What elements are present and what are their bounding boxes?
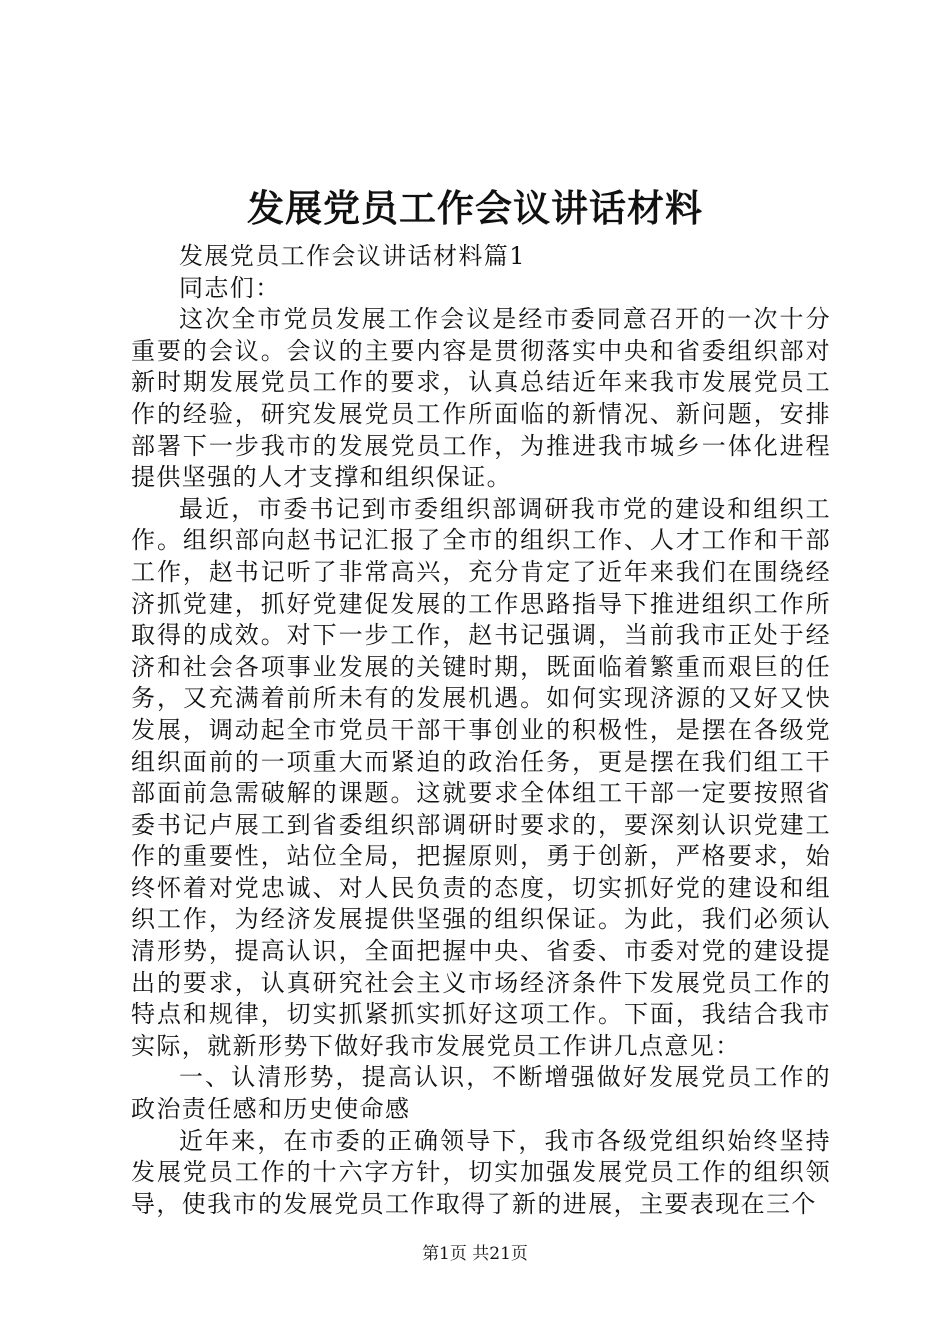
section-heading: 发展党员工作会议讲话材料篇1 <box>179 242 526 270</box>
paragraph: 近年来，在市委的正确领导下，我市各级党组织始终坚持发展党员工作的十六字方针，切实加强发展党员工作的组织领导，使我市的发展党员工作取得了新的进展，主要表现在三个 <box>131 1126 831 1218</box>
document-title: 发展党员工作会议讲话材料 <box>247 186 703 230</box>
subsection-heading: 一、认清形势，提高认识，不断增强做好发展党员工作的政治责任感和历史使命感 <box>131 1063 831 1124</box>
paragraph: 最近，市委书记到市委组织部调研我市党的建设和组织工作。组织部向赵书记汇报了全市的组织工作、人才工作和干部工作，赵书记听了非常高兴，充分肯定了近年来我们在围绕经济抓党建，抓好党建促发展的工作思路指导下推进组织工作所取得的成效。对下一步工作，赵书记强调，当前我市正处于经济和社会各项事业发展的关键时期，既面临着繁重而艰巨的任务，又充满着前所未有的发展机遇。如何实现济源的又好又快发展，调动起全市党员干部干事创业的积极性，是摆在各级党组织面前的一项重大而紧迫的政治任务，更是摆在我们组工干部面前急需破解的课题。这就要求全体组工干部一定要按照省委书记卢展工到省委组织部调研时要求的，要深刻认识党建工作的重要性，站位全局，把握原则，勇于创新，严格要求，始终怀着对党忠诚、对人民负责的态度，切实抓好党的建设和组织工作，为经济发展提供坚强的组织保证。为此，我们必须认清形势，提高认识，全面把握中央、省委、市委对党的建设提出的要求，认真研究社会主义市场经济条件下发展党员工作的特点和规律，切实抓紧抓实抓好这项工作。下面，我结合我市实际，就新形势下做好我市发展党员工作讲几点意见： <box>131 494 831 1060</box>
document-body <box>131 241 831 1220</box>
salutation: 同志们： <box>179 273 281 302</box>
page-footer: 第1页 共21页 <box>422 1244 528 1264</box>
paragraph: 这次全市党员发展工作会议是经市委同意召开的一次十分重要的会议。会议的主要内容是贯彻落实中央和省委组织部对新时期发展党员工作的要求，认真总结近年来我市发展党员工作的经验，研究发展党员工作所面临的新情况、新问题，安排部署下一步我市的发展党员工作，为推进我市城乡一体化进程提供坚强的人才支撑和组织保证。 <box>131 305 831 492</box>
